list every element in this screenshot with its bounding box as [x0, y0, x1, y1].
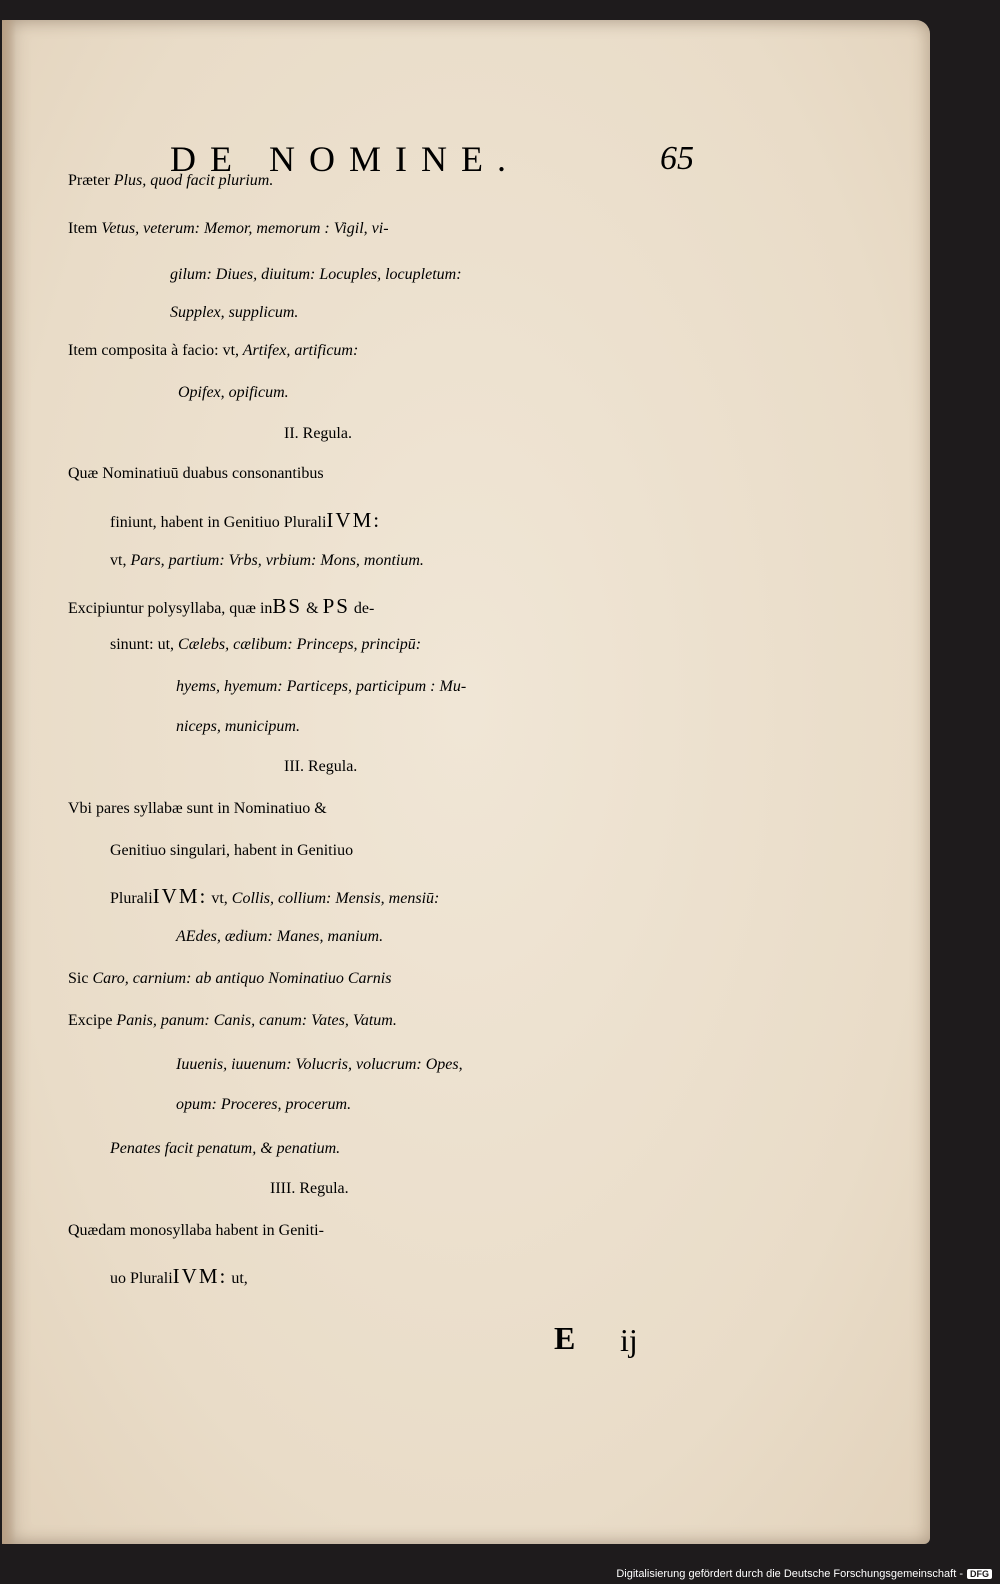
text-line [110, 1140, 340, 1158]
text-line [68, 342, 358, 360]
line-roman-text: Item composita à facio: vt, [68, 342, 240, 359]
text-line [68, 220, 389, 238]
line-italic-text: Penates facit penatum, & penatium. [110, 1140, 341, 1157]
line-roman-text: Quædam monosyllaba habent in Geniti- [68, 1222, 324, 1239]
line-roman-text: de- [349, 600, 375, 617]
text-line [170, 304, 298, 322]
book-page [2, 20, 930, 1544]
line-italic-text: gilum: Diues, diuitum: Locuples, locupletum: [170, 266, 462, 283]
line-roman-text: finiunt, habent in Genitiuo Plurali [110, 514, 327, 531]
text-line [176, 928, 383, 946]
line-roman-text: Genitiuo singulari, habent in Genitiuo [110, 842, 354, 859]
text-line [176, 1056, 463, 1074]
line-italic-text: Opifex, opificum. [178, 384, 289, 401]
text-line [110, 1264, 248, 1289]
line-small-caps: IVM: [326, 508, 382, 532]
text-line [176, 1096, 351, 1114]
text-line [178, 384, 289, 402]
text-line [110, 842, 353, 860]
text-line [270, 1180, 349, 1198]
line-italic-text: Artifex, artificum: [239, 342, 359, 359]
line-roman-text: Excipiuntur polysyllaba, quæ in [68, 600, 273, 617]
line-italic-text: Iuuenis, iuuenum: Volucris, volucrum: Opes, [176, 1056, 463, 1073]
line-italic-text: Pars, partium: Vrbs, vrbium: Mons, montium. [126, 552, 424, 569]
line-roman-text: uo Plurali [110, 1270, 173, 1287]
page-number: 65 [660, 140, 694, 177]
line-roman-text: Præter [68, 172, 110, 189]
text-line [110, 636, 421, 654]
dfg-logo: DFG [967, 1569, 992, 1579]
text-line [110, 508, 381, 533]
text-line [68, 594, 374, 619]
line-roman-text: ut, [227, 1270, 248, 1287]
line-roman-text: & [302, 600, 323, 617]
text-line [284, 425, 352, 443]
text-line [68, 172, 273, 190]
line-roman-text: vt, [207, 890, 228, 907]
text-line [68, 1012, 397, 1030]
line-roman-text: sinunt: ut, [110, 636, 175, 653]
line-italic-text: opum: Proceres, procerum. [176, 1096, 352, 1113]
line-italic-text: Vetus, veterum: Memor, memorum : Vigil, vi- [97, 220, 389, 237]
footer-text: Digitalisierung gefördert durch die Deutsche Forschungsgemeinschaft - [616, 1568, 963, 1580]
text-line [110, 884, 439, 909]
line-roman-text: Plurali [110, 890, 153, 907]
text-line [68, 800, 327, 818]
text-line [176, 678, 466, 696]
line-italic-text: Plus, quod facit plurium. [109, 172, 274, 189]
line-roman-text: vt, [110, 552, 127, 569]
text-line [68, 465, 324, 483]
text-line [176, 718, 300, 736]
text-line [284, 758, 357, 776]
line-roman-text: III. Regula. [284, 758, 358, 775]
line-small-caps: IVM: [172, 1264, 228, 1288]
text-line [68, 1222, 324, 1240]
line-roman-text: Sic [68, 970, 89, 987]
line-italic-text: AEdes, ædium: Manes, manium. [176, 928, 384, 945]
line-italic-text: Cælebs, cælibum: Princeps, principū: [174, 636, 422, 653]
line-italic-text: Collis, collium: Mensis, mensiū: [227, 890, 440, 907]
footer-credit [616, 1568, 992, 1580]
text-line [170, 266, 462, 284]
line-roman-text: II. Regula. [284, 425, 352, 442]
signature-mark: ij [620, 1322, 638, 1358]
text-line [68, 970, 391, 988]
line-italic-text: hyems, hyemum: Particeps, participum : Mu- [176, 678, 467, 695]
line-small-caps: IVM: [152, 884, 208, 908]
running-header: DE NOMINE. [170, 139, 520, 179]
line-italic-text: Panis, panum: Canis, canum: Vates, Vatum. [112, 1012, 397, 1029]
page-gutter-shadow [2, 20, 16, 1544]
catchword: E [554, 1320, 576, 1356]
line-italic-text: Supplex, supplicum. [170, 304, 299, 321]
line-roman-text: Item [68, 220, 98, 237]
line-small-caps: PS [322, 594, 350, 618]
text-line [110, 552, 424, 570]
line-roman-text: Vbi pares syllabæ sunt in Nominatiuo & [68, 800, 327, 817]
line-roman-text: Excipe [68, 1012, 113, 1029]
line-italic-text: niceps, municipum. [176, 718, 300, 735]
line-small-caps: BS [272, 594, 303, 618]
line-italic-text: Caro, carnium: ab antiquo Nominatiuo Carnis [88, 970, 392, 987]
line-roman-text: IIII. Regula. [270, 1180, 349, 1197]
line-roman-text: Quæ Nominatiuū duabus consonantibus [68, 465, 324, 482]
